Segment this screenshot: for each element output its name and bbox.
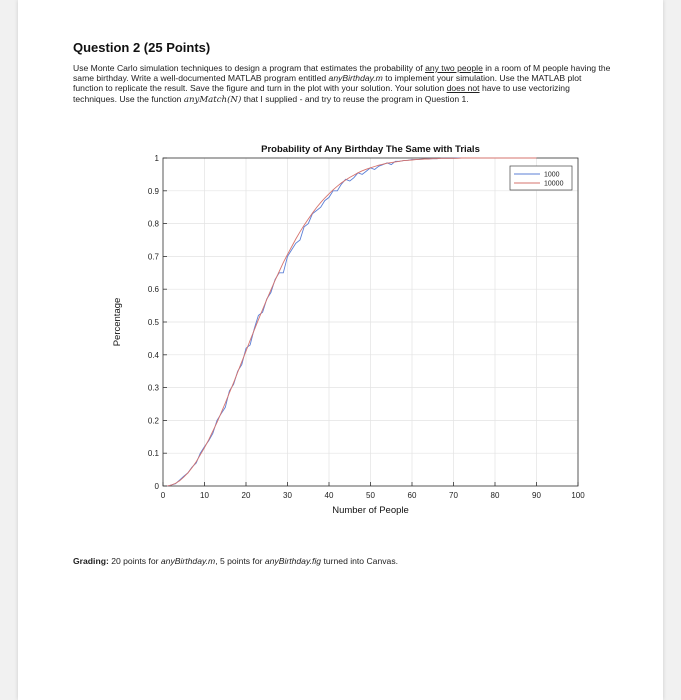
question-text-part5: that I supplied - and try to reuse the program in Question 1. <box>241 93 469 104</box>
grading-part3: turned into Canvas. <box>321 556 399 566</box>
grading-part1: 20 points for <box>108 556 161 566</box>
grading-text <box>73 556 398 566</box>
x-tick-label: 70 <box>449 491 458 500</box>
question-text-part1: Use Monte Carlo simulation techniques to design a program that estimates the probability of <box>73 63 426 73</box>
question-text-part2: in a room of M people having the same birthday. Write a well-documented MATLAB program entitled <box>73 63 611 84</box>
x-tick-label: 80 <box>490 491 500 500</box>
question-title: Question 2 (25 Points) <box>73 40 211 55</box>
question-text-function: anyMatch(N) <box>183 94 242 105</box>
y-tick-label: 0.4 <box>147 350 159 360</box>
y-tick-label: 0.5 <box>147 318 159 327</box>
y-tick-label: 0.8 <box>147 219 159 229</box>
grading-part2: , 5 points for <box>215 556 265 566</box>
x-tick-label: 20 <box>241 491 251 500</box>
x-tick-label: 10 <box>200 491 209 500</box>
y-tick-label: 0.2 <box>147 416 159 426</box>
document-page <box>18 0 663 700</box>
question-text <box>73 63 613 105</box>
y-tick-label: 0.6 <box>147 285 159 295</box>
question-text-filename: anyBirthday.m <box>328 73 383 84</box>
x-tick-label: 90 <box>532 491 541 500</box>
x-tick-label: 0 <box>160 491 166 500</box>
legend-label-1000: 1000 <box>544 171 560 179</box>
grading-file-1: anyBirthday.m <box>160 556 216 566</box>
x-tick-label: 30 <box>283 491 292 500</box>
legend-label-10000: 10000 <box>544 180 564 188</box>
question-text-part4: have to use vectorizing techniques. Use the function <box>73 83 570 104</box>
y-tick-label: 1 <box>154 154 159 163</box>
x-axis-label: Number of People <box>332 505 409 516</box>
grading-label: Grading: <box>73 556 109 566</box>
y-axis-label: Percentage <box>112 297 123 347</box>
question-text-underlined-2: does not <box>446 83 480 94</box>
question-text-underlined-1: any two people <box>425 63 483 73</box>
x-tick-label: 60 <box>407 491 417 500</box>
grading-file-2: anyBirthday.fig <box>264 556 322 566</box>
y-tick-label: 0 <box>154 482 159 491</box>
x-tick-label: 50 <box>366 491 375 500</box>
y-tick-label: 0.3 <box>147 383 159 393</box>
probability-chart <box>98 138 598 523</box>
y-tick-label: 0.1 <box>147 449 159 459</box>
x-tick-label: 40 <box>324 491 334 500</box>
y-tick-label: 0.7 <box>147 252 159 262</box>
question-text-part3: to implement your simulation. Use the MATLAB plot function to replicate the result. Save the figure and turn in the plot with your solution. Your solution <box>73 73 582 94</box>
y-tick-label: 0.9 <box>147 186 159 196</box>
chart-title: Probability of Any Birthday The Same with Trials <box>261 144 480 155</box>
x-tick-label: 100 <box>571 491 585 500</box>
